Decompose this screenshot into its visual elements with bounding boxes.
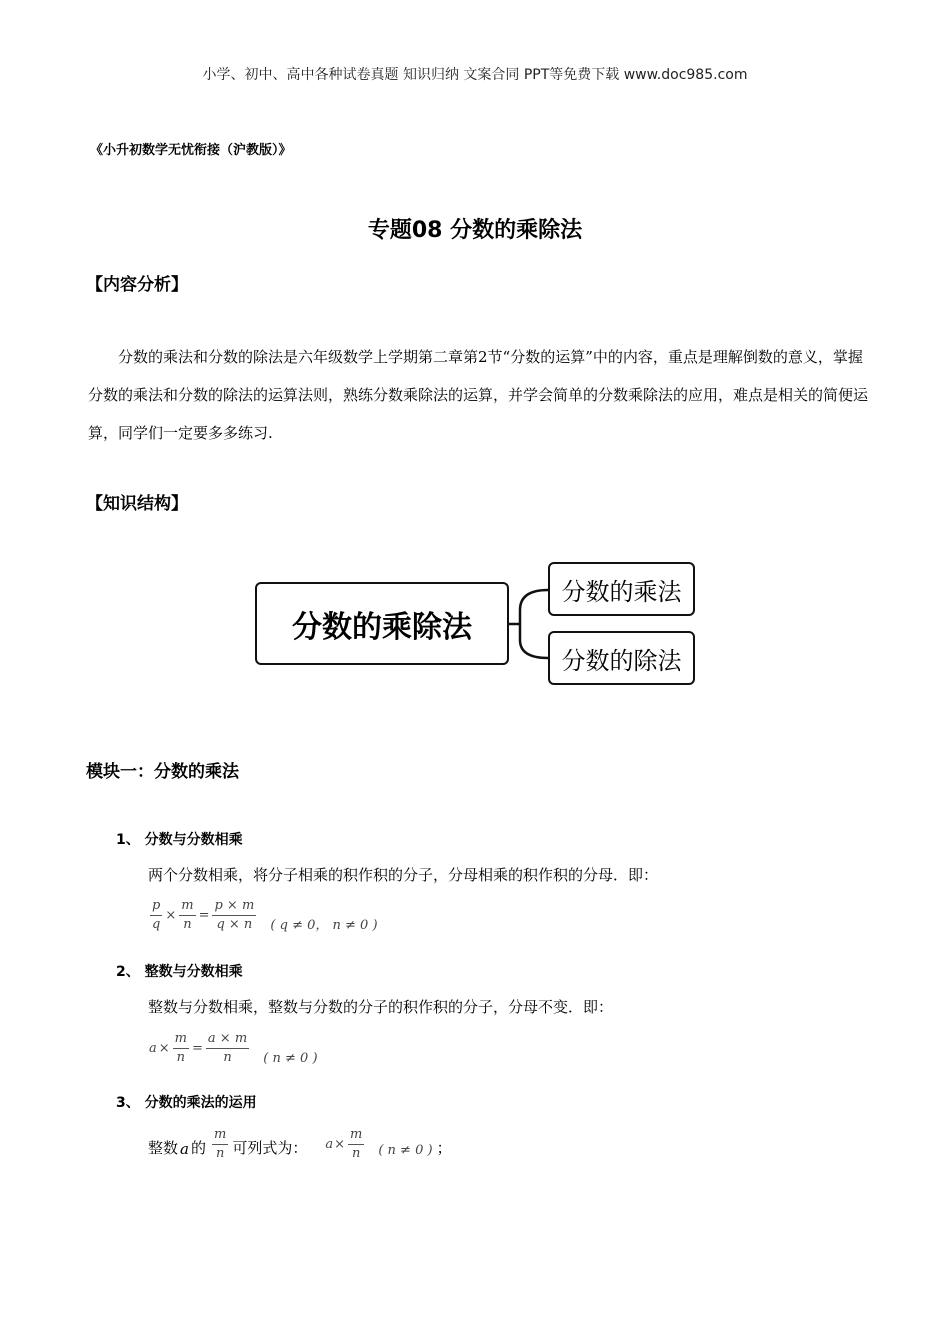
item-3-text: 整数 a 的 $\frac{m}{n}$ 可列式为： a × $\frac{m}{n}$ ( n ≠ 0 ) ；	[148, 1127, 452, 1161]
item-3-heading: 3、 分数的乘法的运用	[116, 1095, 257, 1111]
item-1-text: 两个分数相乘，将分子相乘的积作积的分子，分母相乘的积作积的分母．即：	[148, 866, 659, 884]
knowledge-structure-heading: 【知识结构】	[86, 494, 188, 514]
item-2-heading: 2、 整数与分数相乘	[116, 964, 243, 980]
item-2-text: 整数与分数相乘，整数与分数的分子的积作积的分子，分母不变．即：	[148, 998, 614, 1016]
page-title: 专题08 分数的乘除法	[367, 218, 583, 243]
module-title: 模块一：分数的乘法	[86, 762, 239, 782]
mindmap-child-division: 分数的除法	[548, 631, 695, 685]
item-1-heading: 1、 分数与分数相乘	[116, 832, 243, 848]
mindmap-child-multiplication: 分数的乘法	[548, 562, 695, 616]
item-2-formula: a × $\frac{m}{n}$ = $\frac{a \times m}{n}$ ( n ≠ 0 )	[149, 1031, 318, 1066]
site-header: 小学、初中、高中各种试卷真题 知识归纳 文案合同 PPT等免费下载 www.doc985.com	[202, 67, 748, 83]
mindmap-root: 分数的乘除法	[255, 582, 509, 665]
content-analysis-heading: 【内容分析】	[86, 275, 188, 295]
item-1-formula: $\frac{p}{q}$ × $\frac{m}{n}$ = $\frac{p \times m}{q \times n}$ ( q ≠ 0， n ≠ 0 )	[152, 898, 378, 933]
content-analysis-paragraph: 分数的乘法和分数的除法是六年级数学上学期第二章第2节“分数的运算”中的内容，重点是理解倒数的意义，掌握分数的乘法和分数的除法的运算法则，熟练分数乘除法的运算，并学会简单的分数乘除法的应用，难点是相关的简便运算，同学们一定要多多练习.	[88, 348, 869, 442]
book-title: 《小升初数学无忧衔接（沪教版）》	[90, 143, 292, 158]
